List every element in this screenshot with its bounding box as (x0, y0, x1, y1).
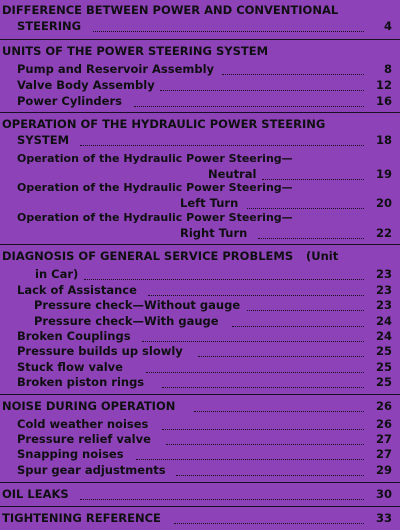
section-divider (0, 39, 400, 40)
dot-leader (194, 409, 364, 412)
page-number: 22 (375, 226, 392, 240)
toc-title: Left Turn (180, 196, 239, 210)
toc-title: UNITS OF THE POWER STEERING SYSTEM (2, 44, 269, 58)
toc-entry-hydraulic-cont[interactable] (0, 132, 400, 148)
dot-leader (222, 72, 364, 75)
toc-title: Pressure check—With gauge (34, 314, 219, 328)
toc-entry-piston[interactable] (0, 374, 400, 390)
page-number: 4 (383, 19, 392, 33)
toc-entry-tightening[interactable] (0, 510, 400, 526)
page-number: 33 (375, 511, 392, 525)
page-number: 23 (375, 298, 392, 312)
dot-leader (176, 473, 364, 476)
toc-entry-oil[interactable] (0, 486, 400, 502)
toc-title: Neutral (208, 167, 257, 181)
toc-entry-diagnosis[interactable] (0, 248, 400, 264)
page-number: 26 (375, 417, 392, 431)
toc-entry-right-turn[interactable] (0, 210, 400, 226)
page-number: 20 (375, 196, 392, 210)
page-number: 18 (375, 133, 392, 147)
toc-title: OIL LEAKS (2, 487, 69, 501)
toc-entry-cold[interactable] (0, 416, 400, 432)
page-number: 16 (375, 94, 392, 108)
toc-title: Power Cylinders (17, 94, 122, 108)
toc-title: Operation of the Hydraulic Power Steering— (17, 211, 293, 224)
page-number: 27 (375, 447, 392, 461)
section-divider (0, 506, 400, 507)
toc-entry-relief[interactable] (0, 431, 400, 447)
toc-title: STEERING (17, 19, 82, 33)
dot-leader (160, 88, 364, 91)
toc-title: Snapping noises (17, 447, 124, 461)
toc-heading-units[interactable] (0, 43, 400, 59)
toc-entry-difference-cont[interactable] (0, 18, 400, 34)
toc-entry-stuck[interactable] (0, 359, 400, 375)
dot-leader (247, 308, 364, 311)
page-number: 8 (383, 62, 392, 76)
dot-leader (148, 293, 364, 296)
toc-title: NOISE DURING OPERATION (2, 399, 176, 413)
page-number: 25 (375, 360, 392, 374)
page-number: 24 (375, 329, 392, 343)
toc-title: OPERATION OF THE HYDRAULIC POWER STEERING (2, 117, 326, 131)
toc-title: Valve Body Assembly (17, 78, 155, 92)
page-number: 19 (375, 167, 392, 181)
toc-entry-hydraulic[interactable] (0, 116, 400, 132)
toc-title: Lack of Assistance (17, 283, 137, 297)
dot-leader (232, 324, 364, 327)
dot-leader (198, 354, 364, 357)
page-number: 27 (375, 432, 392, 446)
page-number: 12 (375, 78, 392, 92)
toc-entry-lack[interactable] (0, 282, 400, 298)
page-number: 24 (375, 314, 392, 328)
toc-entry-difference[interactable] (0, 2, 400, 18)
toc-title: Pressure relief valve (17, 432, 151, 446)
toc-title: in Car) (35, 267, 79, 281)
toc-title: Cold weather noises (17, 417, 149, 431)
toc-title: Pressure builds up slowly (17, 344, 183, 358)
dot-leader (93, 29, 364, 32)
toc-entry-snapping[interactable] (0, 446, 400, 462)
toc-title: SYSTEM (17, 133, 70, 147)
toc-entry-noise[interactable] (0, 398, 400, 414)
toc-entry-without-gauge[interactable] (0, 297, 400, 313)
toc-title: Spur gear adjustments (17, 463, 166, 477)
toc-entry-couplings[interactable] (0, 328, 400, 344)
section-divider (0, 482, 400, 483)
dot-leader (258, 236, 364, 239)
toc-entry-diagnosis-cont[interactable] (0, 266, 400, 282)
toc-entry-cylinders[interactable] (0, 93, 400, 109)
dot-leader (80, 497, 364, 500)
page-number: 29 (375, 463, 392, 477)
dot-leader (162, 427, 364, 430)
toc-entry-pressure-slow[interactable] (0, 343, 400, 359)
dot-leader (166, 442, 364, 445)
toc-entry-neutral[interactable] (0, 151, 400, 167)
toc-title: Operation of the Hydraulic Power Steering— (17, 181, 293, 194)
dot-leader (80, 143, 364, 146)
toc-title: TIGHTENING REFERENCE (2, 511, 161, 525)
toc-entry-spur[interactable] (0, 462, 400, 478)
toc-entry-valve[interactable] (0, 77, 400, 93)
page-number: 30 (375, 487, 392, 501)
dot-leader (174, 521, 364, 524)
toc-entry-with-gauge[interactable] (0, 313, 400, 329)
dot-leader (247, 206, 364, 209)
dot-leader (134, 104, 364, 107)
toc-title-suffix: (Unit (306, 249, 339, 263)
dot-leader (162, 385, 364, 388)
toc-title: Stuck flow valve (17, 360, 123, 374)
toc-entry-pump[interactable] (0, 61, 400, 77)
toc-title: Broken piston rings (17, 375, 145, 389)
toc-entry-left-turn[interactable] (0, 180, 400, 196)
toc-title: DIAGNOSIS OF GENERAL SERVICE PROBLEMS (2, 249, 294, 263)
toc-title: DIFFERENCE BETWEEN POWER AND CONVENTIONAL (2, 3, 339, 17)
section-divider (0, 394, 400, 395)
toc-entry-left-turn-cont[interactable] (0, 195, 400, 211)
toc-title: Operation of the Hydraulic Power Steering— (17, 152, 293, 165)
toc-title: Right Turn (180, 226, 248, 240)
toc-entry-right-turn-cont[interactable] (0, 225, 400, 241)
dot-leader (142, 339, 364, 342)
page-number: 25 (375, 344, 392, 358)
dot-leader (146, 370, 364, 373)
page-number: 26 (375, 399, 392, 413)
section-divider (0, 112, 400, 113)
toc-title: Broken Couplings (17, 329, 131, 343)
page-number: 23 (375, 267, 392, 281)
toc-title: Pressure check—Without gauge (34, 298, 241, 312)
dot-leader (84, 277, 364, 280)
page-number: 23 (375, 283, 392, 297)
toc-title: Pump and Reservoir Assembly (17, 62, 215, 76)
section-divider (0, 244, 400, 245)
page-number: 25 (375, 375, 392, 389)
dot-leader (136, 457, 364, 460)
